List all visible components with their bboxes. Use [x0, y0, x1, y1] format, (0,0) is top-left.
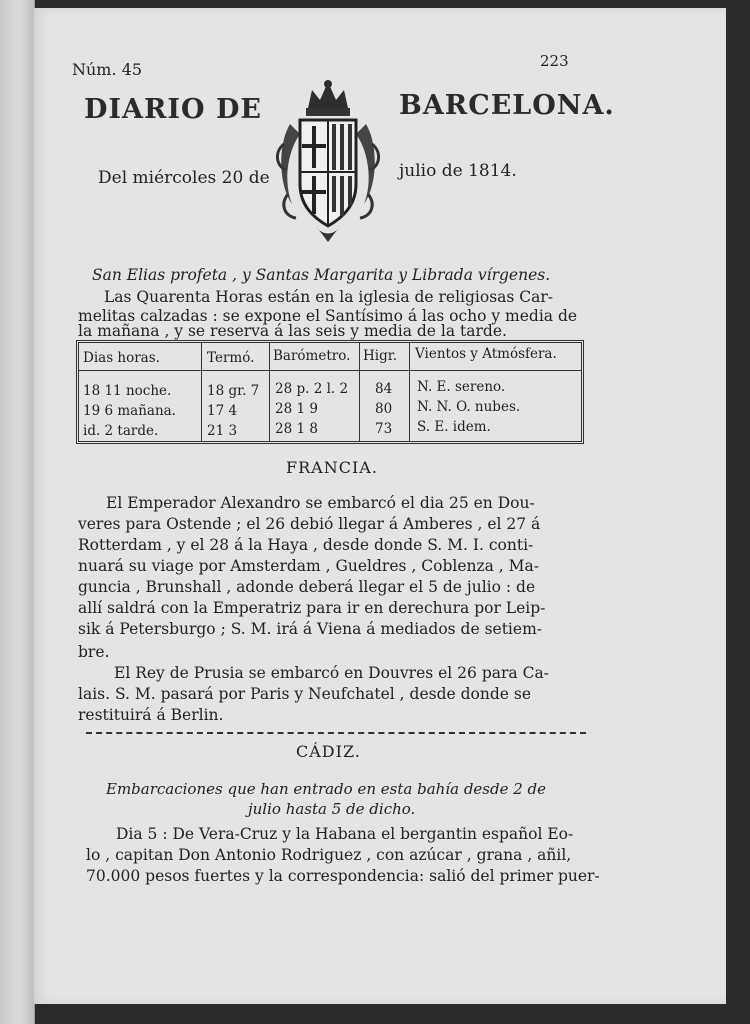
table-cell: 80 — [375, 401, 393, 417]
article-line: El Rey de Prusia se embarcó en Douvres el 26 para Ca- — [114, 664, 549, 682]
article-line: sik á Petersburgo ; S. M. irá á Viena á mediados de setiem- — [78, 620, 543, 638]
article-line: restituirá á Berlin. — [78, 706, 224, 724]
weather-table — [76, 340, 584, 444]
cadiz-subtitle: Embarcaciones que han entrado en esta bahía desde 2 de — [106, 780, 547, 798]
article-line: bre. — [78, 643, 110, 661]
article-line: allí saldrá con la Emperatriz para ir en derechura por Leip- — [78, 599, 546, 617]
table-cell: 84 — [375, 381, 393, 397]
cadiz-subtitle: julio hasta 5 de dicho. — [248, 800, 416, 818]
table-cell: N. E. sereno. — [417, 379, 506, 395]
newspaper-page — [34, 8, 726, 1004]
article-line: El Emperador Alexandro se embarcó el dia 25 en Dou- — [106, 494, 535, 512]
table-header: Termó. — [207, 350, 255, 366]
masthead-title-left: DIARIO DE — [84, 94, 262, 125]
table-cell: 28 1 9 — [275, 401, 318, 417]
intro-line: melitas calzadas : se expone el Santísimo á las ocho y media de — [78, 307, 578, 325]
masthead-title-right: BARCELONA. — [399, 90, 615, 121]
saints-of-the-day: San Elias profeta , y Santas Margarita y Librada vírgenes. — [92, 266, 551, 284]
coat-of-arms-icon — [270, 74, 386, 244]
table-cell: S. E. idem. — [417, 419, 491, 435]
article-line: guncia , Brunshall , adonde deberá llegar el 5 de julio : de — [78, 578, 536, 596]
table-cell: 28 p. 2 l. 2 — [275, 381, 349, 397]
section-heading-francia: FRANCIA. — [286, 458, 378, 477]
table-header: Dias horas. — [83, 350, 160, 366]
table-cell: 17 4 — [207, 403, 238, 419]
table-header: Vientos y Atmósfera. — [415, 346, 557, 362]
article-line: 70.000 pesos fuertes y la correspondencia: salió del primer puer- — [86, 867, 600, 885]
intro-line: Las Quarenta Horas están en la iglesia de religiosas Car- — [104, 288, 554, 306]
section-divider — [86, 732, 586, 734]
table-header: Higr. — [363, 348, 397, 364]
facing-page-edge — [0, 0, 35, 1024]
table-cell: 28 1 8 — [275, 421, 318, 437]
table-cell: 18 gr. 7 — [207, 383, 260, 399]
date-line-left: Del miércoles 20 de — [98, 168, 270, 188]
article-line: nuará su viage por Amsterdam , Gueldres , Coblenza , Ma- — [78, 557, 540, 575]
article-line: lais. S. M. pasará por Paris y Neufchatel , desde donde se — [78, 685, 531, 703]
article-line: veres para Ostende ; el 26 debió llegar á Amberes , el 27 á — [78, 515, 541, 533]
table-cell: id. 2 tarde. — [83, 423, 159, 439]
table-header: Barómetro. — [273, 348, 351, 364]
article-line: Rotterdam , y el 28 á la Haya , desde donde S. M. I. conti- — [78, 536, 534, 554]
date-line-right: julio de 1814. — [399, 161, 517, 181]
article-line: Dia 5 : De Vera-Cruz y la Habana el bergantin español Eo- — [116, 825, 574, 843]
table-cell: N. N. O. nubes. — [417, 399, 521, 415]
issue-number: Núm. 45 — [72, 60, 143, 79]
table-cell: 18 11 noche. — [83, 383, 172, 399]
article-line: lo , capitan Don Antonio Rodriguez , con azúcar , grana , añil, — [86, 846, 572, 864]
table-cell: 19 6 mañana. — [83, 403, 176, 419]
intro-line: la mañana , y se reserva á las seis y media de la tarde. — [78, 322, 507, 340]
page-number: 223 — [540, 52, 569, 70]
table-cell: 73 — [375, 421, 393, 437]
section-heading-cadiz: CÁDIZ. — [296, 742, 361, 761]
table-cell: 21 3 — [207, 423, 238, 439]
